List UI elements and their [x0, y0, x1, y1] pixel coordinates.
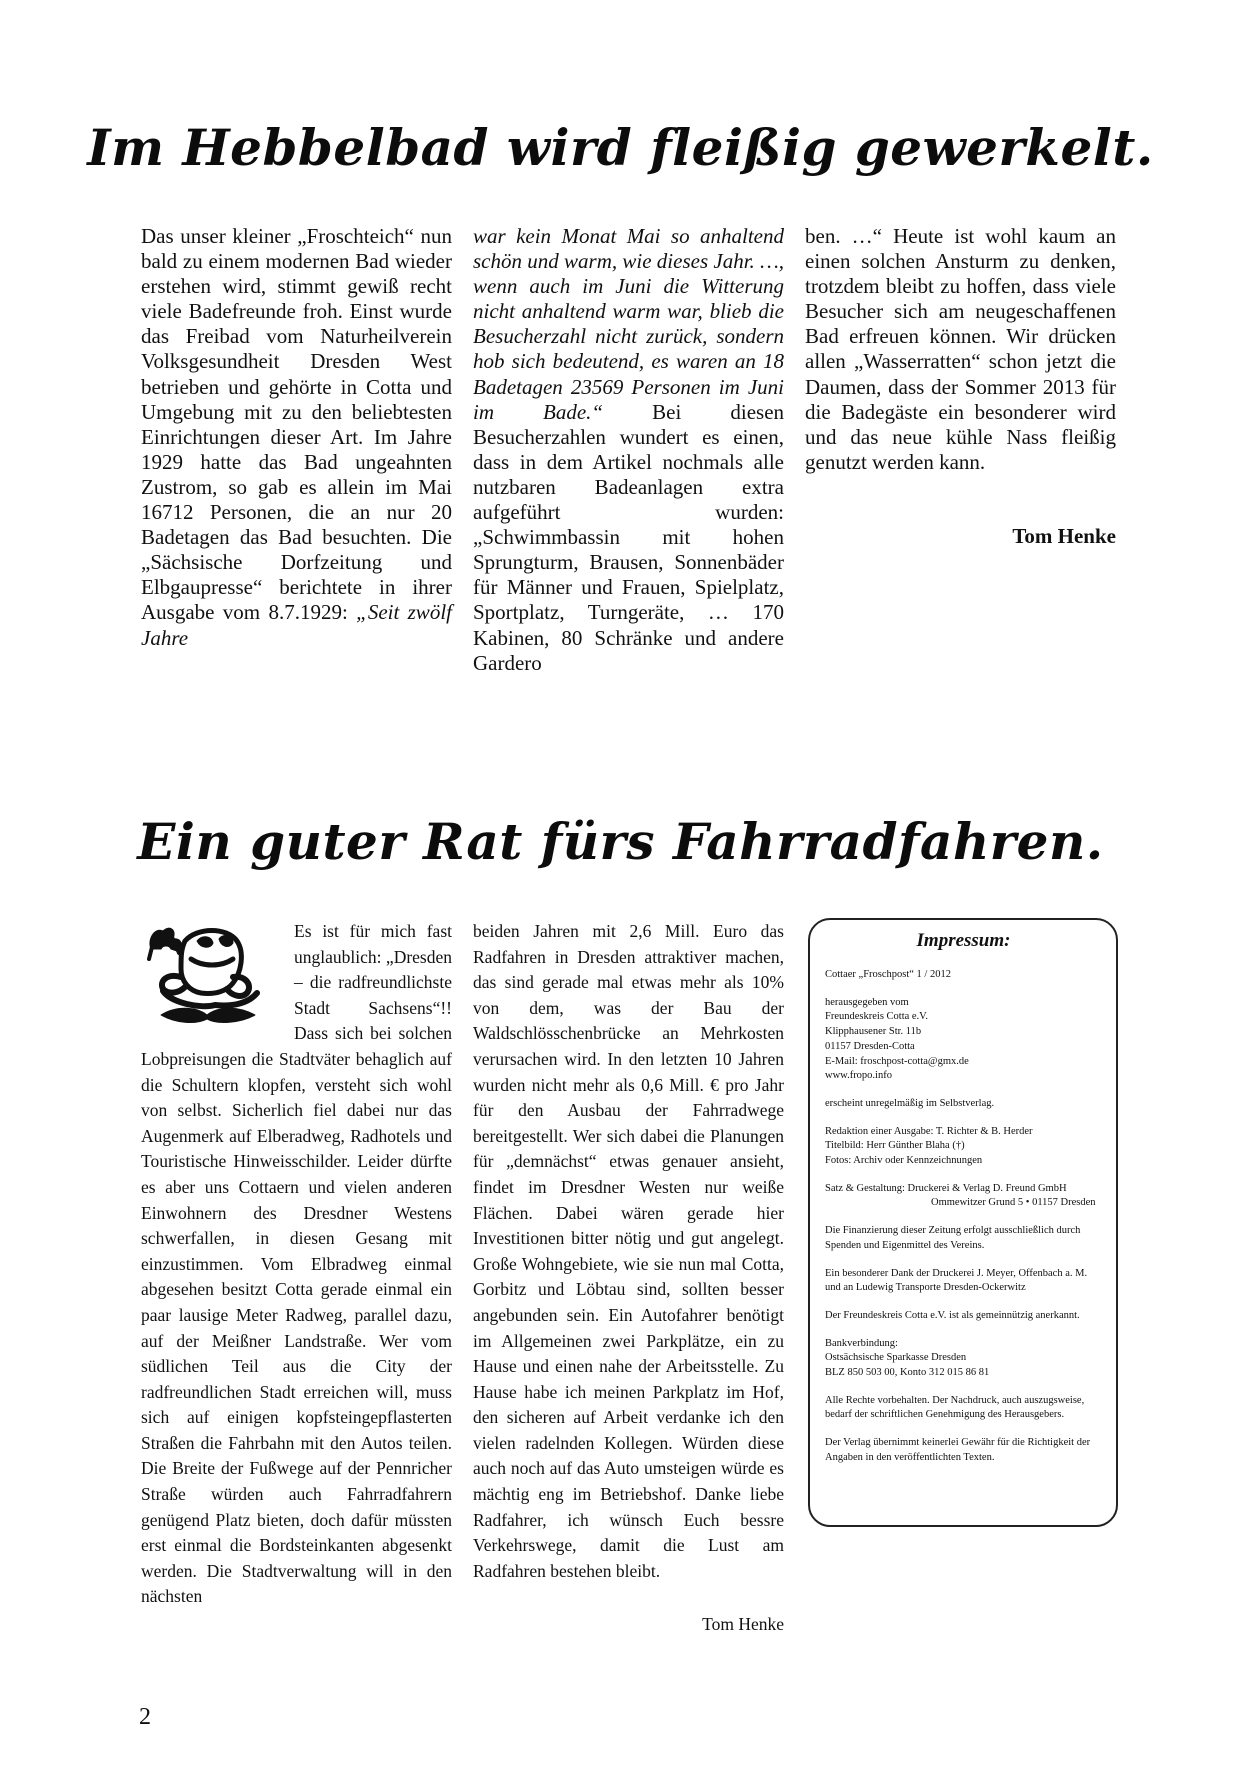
article1-column-1	[141, 224, 452, 651]
impressum-issue: Cottaer „Froschpost“ 1 / 2012	[825, 969, 951, 980]
page-number: 2	[139, 1704, 151, 1730]
article2-col1-text: Es ist für mich fast unglaublich: „Dresden – die radfreundlichste Stadt Sachsens“!! Dass sich bei solchen Lobpreisungen die Stadtväter behaglich auf die Schultern klopfen, versteht sich wohl von selbst. Sicherlich fiel dabei nur das Augenmerk auf Elberadweg, Radhotels und Touristische Hinweisschilder. Leider dürfte es aber uns Cottaern und vielen anderen Einwohnern des Dresdner Westens schwerfallen, in diesen Gesang mit einzustimmen. Vom Elbradweg einmal abgesehen besitzt Cotta gerade einmal ein paar lausige Meter Radweg, parallel dazu, auf der Meißner Landstraße. Wer vom südlichen Teil aus die City der radfreundlichen Stadt erreichen will, muss sich auf einigen kopfsteingepflasterten Straßen die Fahrbahn mit den Autos teilen. Die Breite der Fußwege auf der Pennricher Straße würden auch Fahrradfahrern genügend Platz bieten, doch dafür müssten erst einmal die Bordsteinkanten abgesenkt werden. Die Stadtverwaltung will in den nächsten	[141, 921, 452, 1607]
article2-author: Tom Henke	[702, 1614, 784, 1634]
impressum-nonprofit: Der Freundeskreis Cotta e.V. ist als gemeinnützig anerkannt.	[825, 1309, 1080, 1321]
article1-col2-text: Bei diesen Besucherzahlen wundert es einen, dass in dem Artikel nochmals alle nutzbaren Badeanlagen extra aufgeführt wurden: „Schwimmbassin mit hohen Sprungturm, Brausen, Sonnenbäder für Männer und Frauen, Spielplatz, Sportplatz, Turngeräte, … 170 Kabinen, 80 Schränke und andere Gardero	[473, 399, 785, 675]
article1-col1-text: Das unser kleiner „Froschteich“ nun bald zu einem modernen Bad wieder erstehen wird, stimmt gewiß recht viele Badefreunde froh. Einst wurde das Freibad vom Naturheilverein Volksgesundheit Dresden West betrieben und gehörte in Cotta und Umgebung mit zu den beliebtesten Einrichtungen dieser Art. Im Jahre 1929 hatte das Bad ungeahnten Zustrom, so gab es allein im Mai 16712 Personen, die an nur 20 Badetagen das Bad besuchten. Die „Sächsische Dorfzeitung und Elbgaupresse“ berichtete in ihrer Ausgabe vom 8.7.1929:	[141, 224, 452, 625]
impressum-title: Impressum:	[916, 930, 1011, 951]
impressum-rights: Alle Rechte vorbehalten. Der Nachdruck, auch auszugsweise, bedarf der schriftlichen Genehmigung des Herausgebers.	[825, 1394, 1085, 1421]
impressum-bank: Bankverbindung: Ostsächsische Sparkasse Dresden BLZ 850 503 00, Konto 312 015 86 81	[825, 1337, 990, 1379]
article1-col3-text: ben. …“ Heute ist wohl kaum an einen solchen Ansturm zu denken, trotzdem bleibt zu hoffen, dass viele Besucher sich am neugeschaffenen Bad erfreuen können. Wir drücken allen „Wasserratten“ schon jetzt die Daumen, dass der Sommer 2013 für die Badegäste ein besonderer wird und das neue kühle Nass fleißig genutzt werden kann.	[805, 224, 1116, 474]
article1-headline: Im Hebbelbad wird fleißig gewerkelt.	[87, 118, 1154, 177]
article1-col1-quote: „Seit zwölf Jahre	[141, 600, 452, 650]
article1-author: Tom Henke	[1012, 524, 1116, 548]
article1-col2-quote: war kein Monat Mai so anhaltend schön und warm, wie dieses Jahr. …, wenn auch im Juni die Witterung nicht anhaltend warm war, blieb die Besucherzahl nicht zurück, sondern hob sich bedeutend, es waren an 18 Badetagen 23569 Personen im Juni im Bade.“	[473, 224, 784, 424]
impressum-frequency: erscheint unregelmäßig im Selbstverlag.	[825, 1097, 995, 1109]
impressum-email[interactable]: E-Mail: froschpost-cotta@gmx.de	[825, 1055, 969, 1067]
article2-column-2	[473, 919, 784, 1584]
impressum-printing: Satz & Gestaltung: Druckerei & Verlag D. Freund GmbH Ommewitzer Grund 5 • 01157 Dresden	[825, 1182, 1096, 1209]
impressum-thanks: Ein besonderer Dank der Druckerei J. Meyer, Offenbach a. M. und an Ludewig Transporte Dresden-Ockerwitz	[825, 1267, 1088, 1294]
impressum-financing: Die Finanzierung dieser Zeitung erfolgt ausschließlich durch Spenden und Eigenmittel des Vereins.	[825, 1225, 1081, 1251]
article2-column-1	[141, 919, 452, 1610]
impressum-publisher: herausgegeben vom Freundeskreis Cotta e.V. Klipphausener Str. 11b 01157 Dresden-Cotta E-Mail: froschpost-cotta@gmx.de www.fropo.info	[825, 996, 969, 1082]
impressum-liability: Der Verlag übernimmt keinerlei Gewähr für die Richtigkeit der Angaben in den veröffentlichten Texten.	[825, 1437, 1091, 1463]
article2-headline: Ein guter Rat fürs Fahrradfahren.	[137, 812, 1104, 871]
article2-col2-text: beiden Jahren mit 2,6 Mill. Euro das Radfahren in Dresden attraktiver machen, das sind gerade mal etwas mehr als 10% von dem, was der Bau der Waldschlösschenbrücke an Mehrkosten verursachen wird. In den letzten 10 Jahren wurden nicht mehr als 0,6 Mill. € pro Jahr für den Ausbau der Fahrradwege bereitgestellt. Wer sich dabei die Planungen für „demnächst“ etwas genauer ansieht, findet im Dresdner Westen nur weiße Flächen. Dabei wären gerade hier Investitionen bitter nötig und gut angelegt. Große Wohngebiete, wie sie nun mal Cotta, Gorbitz und Löbtau sind, sollten besser angebunden sein. Ein Autofahrer benötigt im Allgemeinen zwei Parkplätze, ein zu Hause und einen nahe der Arbeitsstelle. Zu Hause habe ich meinen Parkplatz im Hof, den sicheren auf Arbeit verdanke ich den vielen radelnden Kollegen. Würden diese auch noch auf das Auto umsteigen würde es mächtig eng im Betriebshof. Danke liebe Radfahrer, ich wünsch Euch bessre Verkehrswege, damit die Lust am Radfahren bestehen bleibt.	[473, 921, 784, 1581]
article1-column-2	[473, 224, 784, 676]
frog-icon	[141, 919, 286, 1029]
impressum-box	[808, 918, 1118, 1527]
article1-column-3	[805, 224, 1116, 475]
impressum-website[interactable]: www.fropo.info	[825, 1070, 892, 1082]
impressum-editorial: Redaktion einer Ausgabe: T. Richter & B. Herder Titelbild: Herr Günther Blaha (†) Fotos: Archiv oder Kennzeichnungen	[825, 1125, 1033, 1167]
